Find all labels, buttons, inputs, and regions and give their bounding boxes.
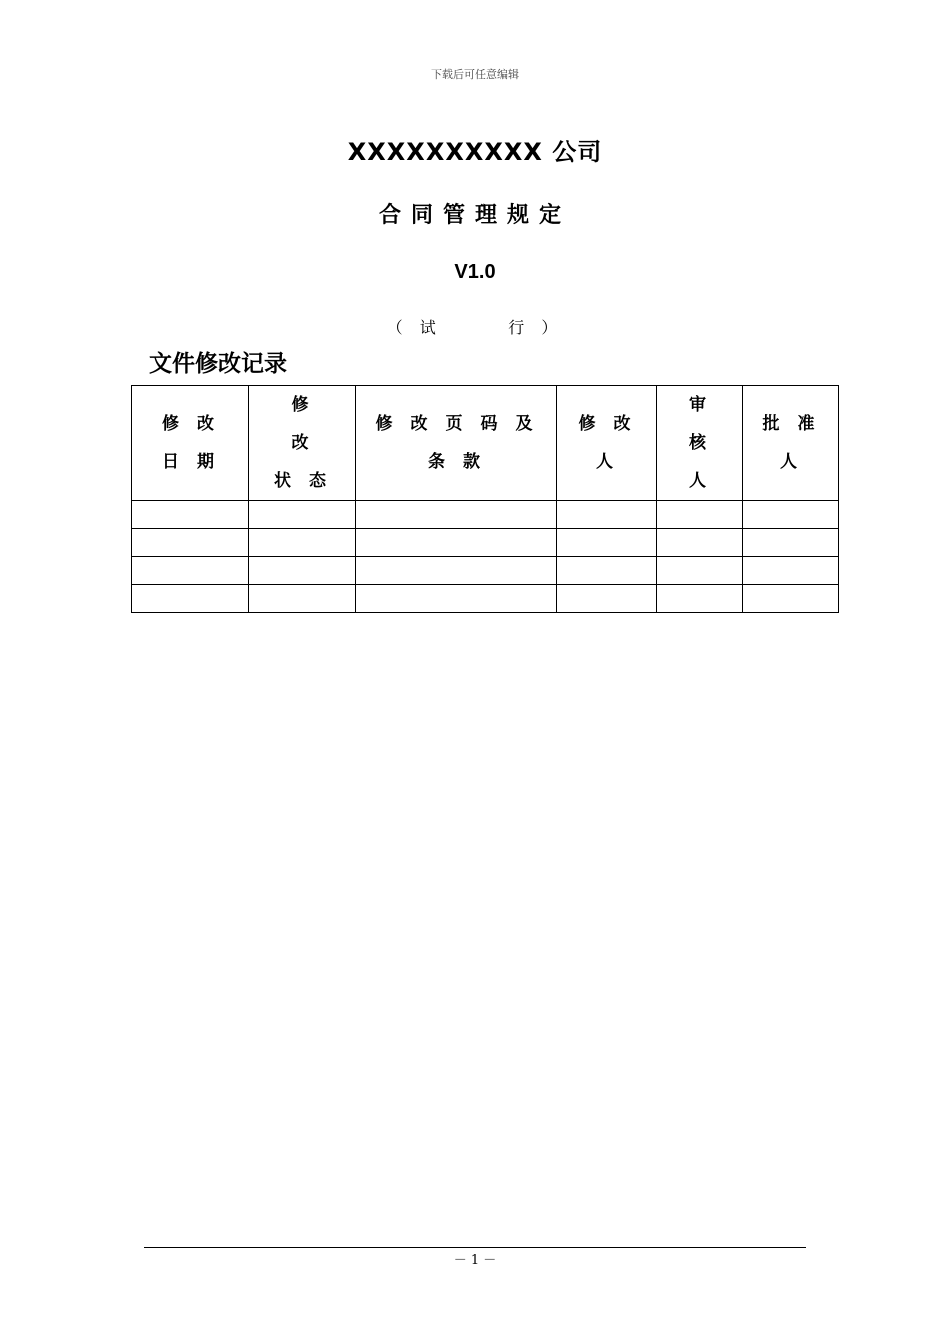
table-cell [132,557,249,585]
table-cell [356,529,557,557]
header-cell-status: 修 改 状态 [249,386,356,501]
revision-table [131,385,839,613]
table-cell [132,501,249,529]
table-header-row [132,386,839,501]
header-cell-reviewer: 审 核 人 [657,386,743,501]
table-row [132,585,839,613]
table-row [132,529,839,557]
table-cell [743,557,839,585]
table-cell [657,585,743,613]
table-cell [557,501,657,529]
footer-divider [144,1247,806,1248]
header-note: 下载后可任意编辑 [431,68,519,81]
table-cell [743,501,839,529]
table-cell [743,529,839,557]
table-cell [657,557,743,585]
table-cell [356,501,557,529]
company-name: XXXXXXXXXX 公司 [347,138,603,166]
version-label: V1.0 [454,261,496,283]
table-cell [249,529,356,557]
table-cell [743,585,839,613]
table-row [132,557,839,585]
document-title: 合同管理规定 [378,203,571,228]
table-cell [557,529,657,557]
table-cell [132,585,249,613]
table-cell [356,557,557,585]
table-cell [557,585,657,613]
trial-label: （ 试 行 ） [386,318,564,337]
header-cell-modifier: 修改 人 [557,386,657,501]
page-number: － 1 － [453,1253,497,1268]
table-cell [657,529,743,557]
table-cell [356,585,557,613]
table-cell [657,501,743,529]
table-cell [249,557,356,585]
section-title: 文件修改记录 [149,351,287,377]
table-row [132,501,839,529]
table-cell [249,585,356,613]
header-cell-clause: 修改页码及 条款 [356,386,557,501]
table-cell [249,501,356,529]
header-cell-approver: 批准 人 [743,386,839,501]
header-cell-date: 修改 日期 [132,386,249,501]
table-cell [557,557,657,585]
table-cell [132,529,249,557]
